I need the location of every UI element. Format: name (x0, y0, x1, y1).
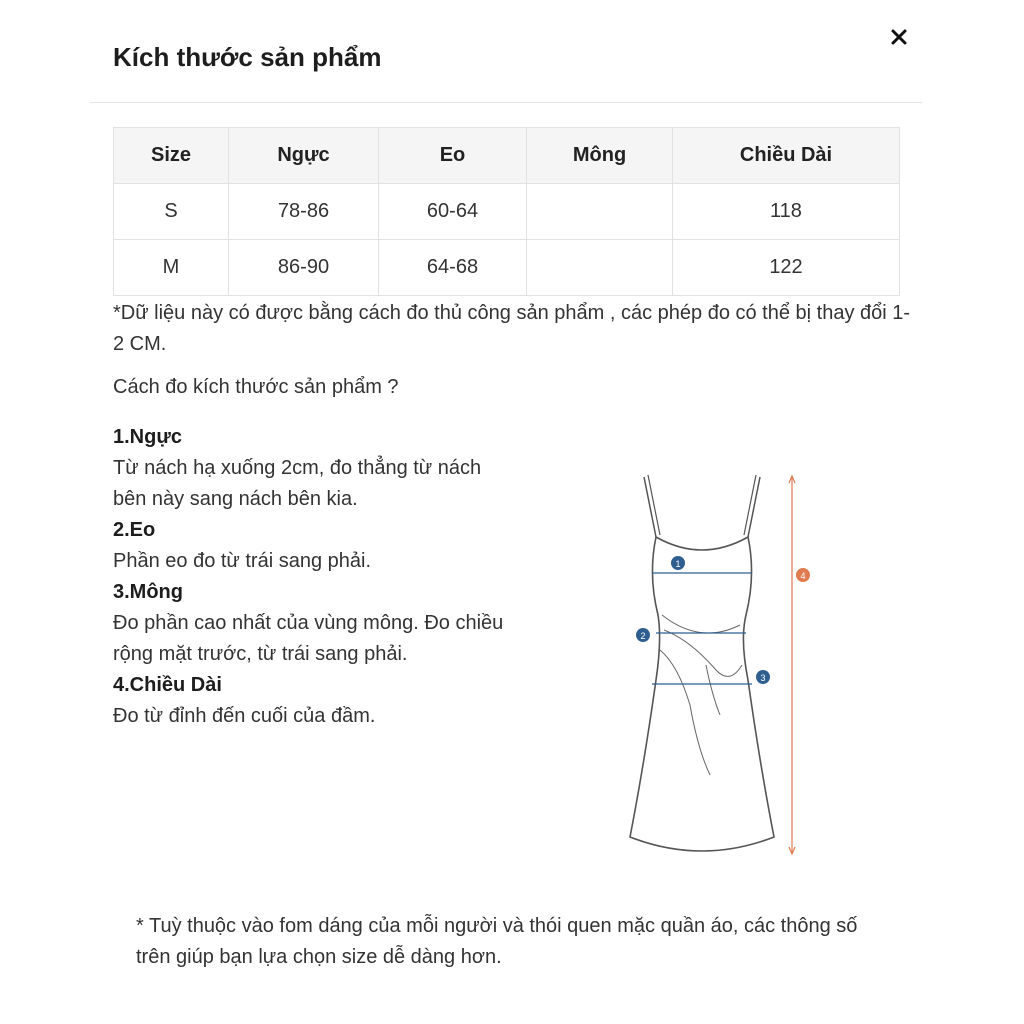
marker-4-label: 4 (800, 571, 806, 581)
table-row (114, 184, 900, 240)
step-title: 4.Chiều Dài (113, 674, 222, 696)
size-table (113, 127, 900, 296)
step-description: Phần eo đo từ trái sang phải. (113, 550, 372, 572)
table-header-cell: Size (114, 128, 229, 184)
table-header-row (114, 128, 900, 184)
step-description: Đo phần cao nhất của vùng mông. Đo chiều rộng mặt trước, từ trái sang phải. (113, 612, 504, 665)
footer-note: * Tuỳ thuộc vào fom dáng của mỗi người và thói quen mặc quần áo, các thông số trên giúp bạn lựa chọn size dễ dàng hơn. (136, 915, 858, 968)
close-button[interactable] (884, 22, 914, 52)
table-cell: 60-64 (379, 184, 527, 240)
step-title: 3.Mông (113, 581, 183, 603)
marker-2-label: 2 (640, 631, 646, 641)
step-title: 2.Eo (113, 519, 156, 541)
header-divider (90, 102, 922, 103)
measurement-guide (113, 422, 513, 732)
table-cell: 122 (673, 240, 900, 296)
marker-3-label: 3 (760, 673, 766, 683)
measurement-note: *Dữ liệu này có được bằng cách đo thủ công sản phẩm , các phép đo có thể bị thay đổi 1-2 CM. (113, 302, 911, 355)
marker-1-label: 1 (675, 559, 681, 569)
table-cell: 78-86 (229, 184, 379, 240)
table-cell: 86-90 (229, 240, 379, 296)
table-cell: 118 (673, 184, 900, 240)
table-header-cell: Chiều Dài (673, 128, 900, 184)
table-cell (527, 240, 673, 296)
table-cell: M (114, 240, 229, 296)
step-description: Đo từ đỉnh đến cuối của đầm. (113, 705, 376, 727)
table-row (114, 240, 900, 296)
table-cell: S (114, 184, 229, 240)
table-cell (527, 184, 673, 240)
table-cell: 64-68 (379, 240, 527, 296)
table-header-cell: Mông (527, 128, 673, 184)
table-header-cell: Ngực (229, 128, 379, 184)
step-title: 1.Ngực (113, 426, 182, 448)
close-icon (890, 28, 908, 46)
modal-title: Kích thước sản phẩm (113, 42, 382, 72)
dress-outline (630, 537, 774, 851)
howto-title: Cách đo kích thước sản phẩm ? (113, 376, 399, 398)
step-description: Từ nách hạ xuống 2cm, đo thẳng từ nách bên này sang nách bên kia. (113, 457, 482, 510)
dress-diagram (620, 465, 820, 865)
table-header-cell: Eo (379, 128, 527, 184)
